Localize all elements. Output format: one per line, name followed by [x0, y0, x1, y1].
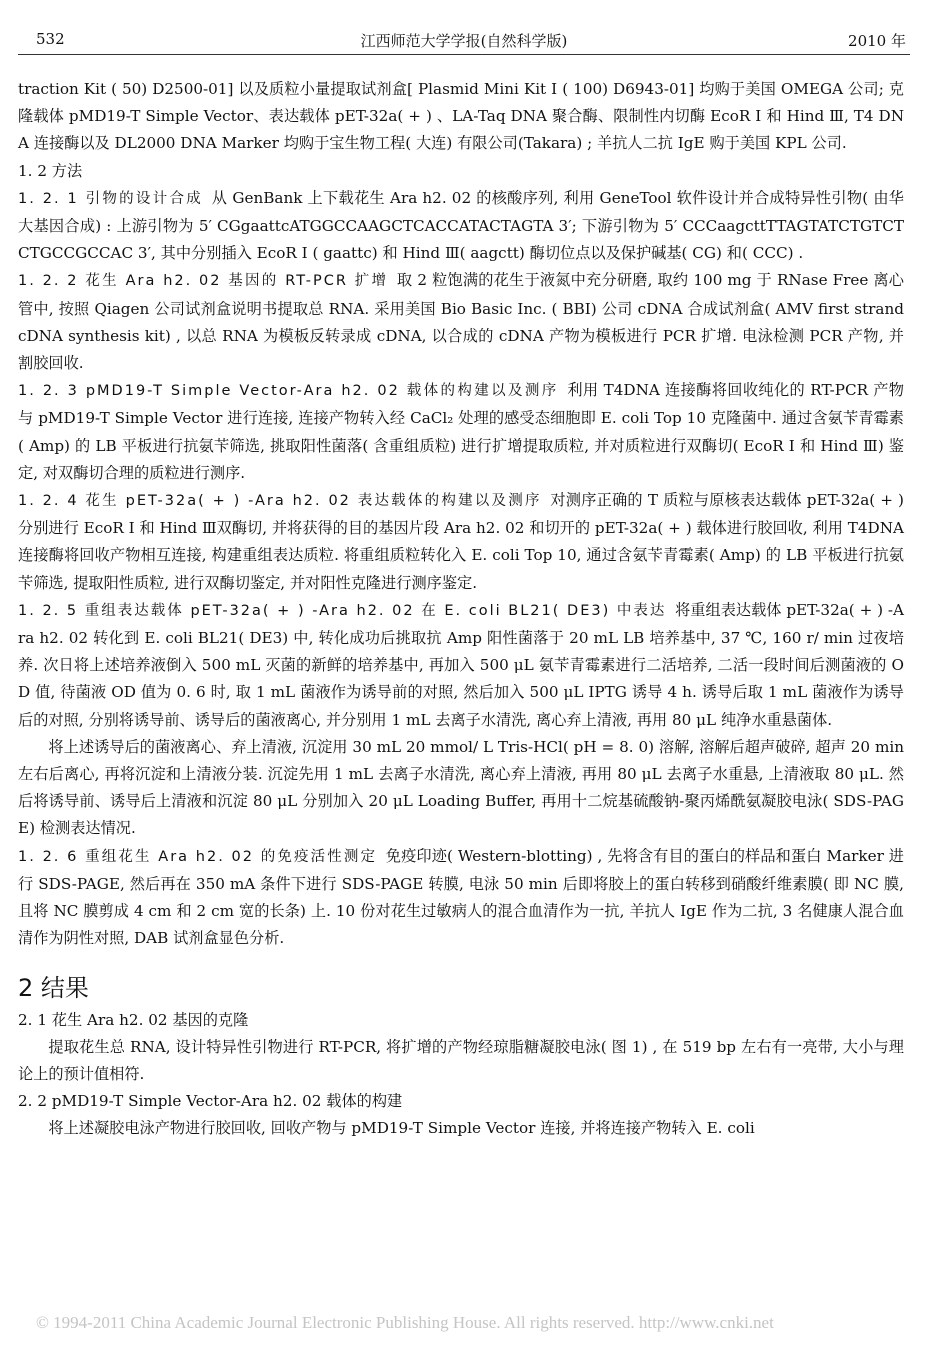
running-header	[18, 28, 910, 55]
subsection-body-1-2-3: 利用 T4DNA 连接酶将回收纯化的 RT-PCR 产物与 pMD19-T Simple Vector 进行连接, 连接产物转入经 CaCl₂ 处理的感受态细胞即 E. coli Top 10 克隆菌中. 通过含氨苄青霉素( Amp) 的 LB 平板进行抗氨苄筛选, 挑取阳性菌落( 含重组质粒) 进行扩增提取质粒, 并对质粒进行双酶切( EcoR Ⅰ 和 Hind Ⅲ) 鉴定, 对双酶切合理的质粒进行测序.	[18, 381, 904, 482]
subsection-body-1-2-6: 免疫印迹( Western-blotting) , 先将含有目的蛋白的样品和蛋白 Marker 进行 SDS-PAGE, 然后再在 350 mA 条件下进行 SDS-PAGE 转膜, 电泳 50 min 后即将胶上的蛋白转移到硝酸纤维素膜( 即 NC 膜, 且将 NC 膜剪成 4 cm 和 2 cm 宽的长条) 上. 10 份对花生过敏病人的混合血清作为一抗, 羊抗人 IgE 作为二抗, 3 名健康人混合血清作为阴性对照, DAB 试剂盒显色分析.	[18, 846, 904, 948]
paragraph-1-2-2	[18, 267, 904, 377]
subsection-title-1-2-2: 1. 2. 2 花生 Ara h2. 02 基因的 RT-PCR 扩增	[18, 273, 389, 290]
subsection-body-1-2-4: 对测序正确的 T 质粒与原核表达载体 pET-32a( + ) 分别进行 EcoR Ⅰ 和 Hind Ⅲ双酶切, 并将获得的目的基因片段 Ara h2. 02 和切开的 pET-32a( + ) 载体进行胶回收, 利用 T4DNA 连接酶将回收产物相互连接, 构建重组表达质粒. 将重组质粒转化入 E. coli Top 10, 通过含氨苄青霉素( Amp) 的 LB 平板进行抗氨苄筛选, 提取阳性质粒, 进行双酶切鉴定, 并对阳性克隆进行测序鉴定.	[18, 491, 904, 592]
section-heading-results: 2 结果	[18, 973, 89, 1002]
paragraph-1-2-5-cont: 将上述诱导后的菌液离心、弃上清液, 沉淀用 30 mL 20 mmol/ L Tris-HCl( pH = 8. 0) 溶解, 溶解后超声破碎, 超声 20 min 左右后离心, 再将沉淀和上清液分装. 沉淀先用 1 mL 去离子水清洗, 离心弃上清液, 再用 80 μL 去离子水重悬, 上清液取 80 μL. 然后将诱导前、诱导后上清液和沉淀 80 μL 分别加入 20 μL Loading Buffer, 再用十二烷基硫酸钠-聚丙烯酰氨凝胶电泳( SDS-PAGE) 检测表达情况.	[18, 737, 904, 838]
subsection-title-1-2-5: 1. 2. 5 重组表达载体 pET-32a( + ) -Ara h2. 02 在 E. coli BL21( DE3) 中表达	[18, 602, 667, 619]
subsection-title-1-2-6: 1. 2. 6 重组花生 Ara h2. 02 的免疫活性测定	[18, 848, 378, 865]
article-body	[18, 76, 904, 1143]
publication-year: 2010 年	[848, 32, 906, 50]
subsection-title-1-2-1: 1. 2. 1 引物的设计合成	[18, 190, 204, 207]
paragraph-1-2-1	[18, 185, 904, 268]
subsection-body-1-2-1: 从 GenBank 上下载花生 Ara h2. 02 的核酸序列, 利用 GeneTool 软件设计并合成特异性引物( 由华大基因合成) : 上游引物为 5′ CGgaattcATGGCCAAGCTCACCATACTAGTA 3′; 下游引物为 5′ CCCaagcttTTAGTATCTGTCTCTGCCGCCAC 3′, 其中分别插入 EcoR Ⅰ ( gaattc) 和 Hind Ⅲ( aagctt) 酶切位点以及保护碱基( CG) 和( CCC) .	[18, 188, 904, 263]
subsection-title-1-2-3: 1. 2. 3 pMD19-T Simple Vector-Ara h2. 02 载体的构建以及测序	[18, 383, 559, 400]
paragraph-1-2-4	[18, 487, 904, 597]
page-number: 532	[36, 30, 65, 48]
journal-title: 江西师范大学学报(自然科学版)	[360, 32, 568, 50]
subsection-title-1-2-4: 1. 2. 4 花生 pET-32a( + ) -Ara h2. 02 表达载体的构建以及测序	[18, 493, 542, 510]
paragraph-1-2-3	[18, 377, 904, 487]
paragraph-1-2-6	[18, 843, 904, 953]
paragraph-2-1: 提取花生总 RNA, 设计特异性引物进行 RT-PCR, 将扩增的产物经琼脂糖凝胶电泳( 图 1) , 在 519 bp 左右有一亮带, 大小与理论上的预计值相符.	[18, 1037, 904, 1083]
section-heading-2-2: 2. 2 pMD19-T Simple Vector-Ara h2. 02 载体的构建	[18, 1092, 403, 1111]
paragraph-1-2-5	[18, 597, 904, 734]
subsection-body-1-2-2: 取 2 粒饱满的花生于液氮中充分研磨, 取约 100 mg 于 RNase Free 离心管中, 按照 Qiagen 公司试剂盒说明书提取总 RNA. 采用美国 Bio Basic Inc. ( BBI) 公司 cDNA 合成试剂盒( AMV first strand cDNA synthesis kit) , 以总 RNA 为模板反转录成 cDNA, 以合成的 cDNA 产物为模板进行 PCR 扩增. 电泳检测 PCR 产物, 并割胶回收.	[18, 271, 904, 373]
paragraph-2-2: 将上述凝胶电泳产物进行胶回收, 回收产物与 pMD19-T Simple Vector 连接, 并将连接产物转入 E. coli	[48, 1119, 755, 1138]
subsection-body-1-2-5: 将重组表达载体 pET-32a( + ) -Ara h2. 02 转化到 E. coli BL21( DE3) 中, 转化成功后挑取抗 Amp 阳性菌落于 20 mL LB 培养基中, 37 ℃, 160 r/ min 过夜培养. 次日将上述培养液倒入 500 mL 灭菌的新鲜的培养基中, 再加入 500 μL 氨苄青霉素进行二活培养, 二活一段时间后测菌液的 OD 值, 待菌液 OD 值为 0. 6 时, 取 1 mL 菌液作为诱导前的对照, 然后加入 500 μL IPTG 诱导 4 h. 诱导后取 1 mL 菌液作为诱导后的对照, 分别将诱导前、诱导后的菌液离心, 并分别用 1 mL 去离子水清洗, 离心弃上清液, 再用 80 μL 纯净水重悬菌体.	[18, 600, 905, 729]
copyright-watermark: © 1994-2011 China Academic Journal Electronic Publishing House. All rights reserved. http://www.cnki.net	[36, 1313, 774, 1332]
section-heading-2-1: 2. 1 花生 Ara h2. 02 基因的克隆	[18, 1010, 249, 1029]
section-heading-1-2: 1. 2 方法	[18, 161, 83, 180]
paragraph-materials-cont: traction Kit ( 50) D2500-01] 以及质粒小量提取试剂盒[ Plasmid Mini Kit Ⅰ ( 100) D6943-01] 均购于美国 OMEGA 公司; 克隆载体 pMD19-T Simple Vector、表达载体 pET-32a( + ) 、LA-Taq DNA 聚合酶、限制性内切酶 EcoR Ⅰ 和 Hind Ⅲ, T4 DNA 连接酶以及 DL2000 DNA Marker 均购于宝生物工程( 大连) 有限公司(Takara) ; 羊抗人二抗 IgE 购于美国 KPL 公司.	[18, 80, 904, 153]
